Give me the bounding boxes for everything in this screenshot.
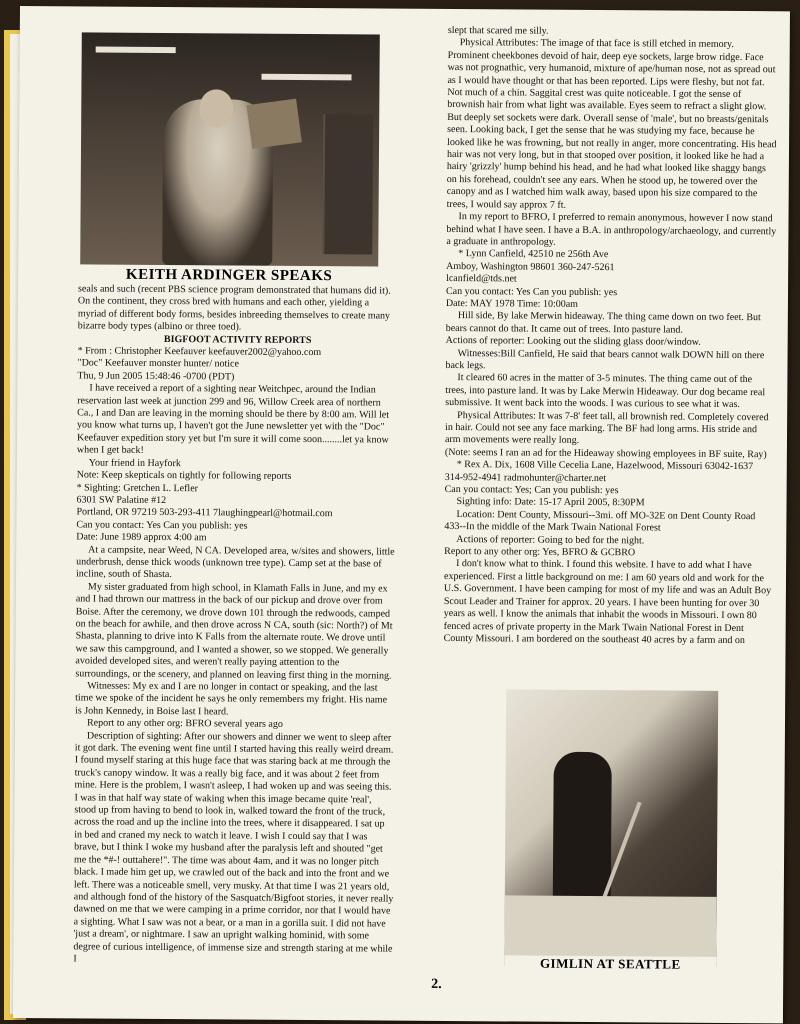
paragraph: lcanfield@tds.net	[446, 273, 517, 285]
paragraph: Hill side, By lake Merwin hideaway. The thing came down on two feet. But bears cannot do that. It came out of trees. Into pasture land.	[445, 310, 761, 336]
paragraph: Witnesses:Bill Canfield, He said that bears cannot walk DOWN hill on there back legs.	[445, 347, 765, 372]
paragraph: * Sighting: Gretchen L. Lefler	[76, 481, 199, 494]
paragraph: Report to any other org: BFRO several years ago	[86, 717, 283, 731]
right-column	[444, 25, 778, 648]
paragraph: slept that scared me silly.	[447, 24, 549, 37]
paragraph: It cleared 60 acres in the matter of 3-5 minutes. The thing came out of the trees, into pasture land. It was by Lake Merwin Hideaway. Our dog became real submissive. It went back into the woods. I was curious to see what it was.	[445, 372, 766, 411]
paragraph: Witnesses: My ex and I are no longer in contact or speaking, and the last time we spoke of the incident he says he only remembers my fright. His name is John Kennedy, in Boise last I heard.	[75, 680, 388, 718]
paragraph: At a campsite, near Weed, N CA. Developed area, w/sites and showers, little underbrush, dense thick woods (unknown tree type). Camp set at the base of incline, south of Shasta.	[75, 544, 395, 581]
paragraph: Sighting info: Date: 15-17 April 2005, 8:30PM	[456, 496, 645, 509]
paragraph: Can you contact: Yes Can you publish: yes	[76, 519, 248, 532]
left-column-text	[73, 283, 398, 968]
newsletter-page	[13, 6, 790, 1023]
right-column-text	[444, 25, 778, 648]
paragraph: "Doc" Keefauver monster hunter/ notice	[77, 357, 239, 370]
paragraph: * Lynn Canfield, 42510 ne 256th Ave	[458, 248, 609, 261]
paragraph: Actions of reporter: Looking out the sliding glass door/window.	[445, 335, 701, 348]
paragraph: In my report to BFRO, I preferred to remain anonymous, however I now stand behind what I have seen. I have a B.A. in anthropology/archaeology, and currently a graduate in anthropology.	[446, 211, 777, 248]
paragraph: Thu, 9 Jun 2005 15:48:46 -0700 (PDT)	[77, 370, 235, 383]
photo-caption: KEITH ARDINGER SPEAKS	[80, 264, 378, 285]
paragraph: * Rex A. Dix, 1608 Ville Cecelia Lane, Hazelwood, Missouri 63042-1637	[456, 459, 754, 473]
speaker-head	[199, 89, 233, 127]
store-shelf	[322, 114, 373, 254]
speaker-photo	[80, 32, 380, 266]
paragraph: Physical Attributes: It was 7-8' feet tall, all brownish red. Completely covered in hair. Could not see any face marking. The BF had long arms. His stride and arm movements were really long.	[444, 409, 769, 447]
held-plaque	[246, 99, 301, 149]
paragraph: I don't know what to think. I found this website. I have to add what I have experienced. First a little background on me: I am 60 years old and work for the U.S. Government. I have been camping for most of my life and was an Adult Boy Scout Leader and Trainer for approx. 20 years. I have been hunting for over 30 years as well. I know the animals that inhabit the woods in Missouri. I own 80 fenced acres of private property in the Mark Twain National Forest in Dent County Missouri. I am bordered on the southeast 40 acres by a farm and on	[443, 558, 772, 646]
paragraph: Location: Dent County, Missouri--3mi. off MO-32E on Dent County Road 433--In the middle of the Mark Twain National Forest	[444, 508, 756, 534]
paragraph: BIGFOOT ACTIVITY REPORTS	[163, 333, 312, 346]
gimlin-photo	[504, 689, 718, 966]
paragraph: Report to any other org: Yes, BFRO & GCBRO	[444, 546, 636, 559]
paragraph: Note: Keep skepticals on tightly for following reports	[76, 469, 292, 482]
paragraph: (Note: seems I ran an ad for the Hideaway showing employees in BF suite, Ray)	[444, 446, 767, 461]
page-number: 2.	[431, 976, 442, 992]
paragraph: Date: June 1989 approx 4:00 am	[76, 531, 207, 544]
left-column	[73, 32, 400, 968]
ceiling-light	[261, 74, 351, 81]
paragraph: Amboy, Washington 98601 360-247-5261	[446, 260, 615, 273]
paragraph: * From : Christopher Keefauver keefauver2002@yahoo.com	[77, 345, 322, 359]
paragraph: Physical Attributes: The image of that face is still etched in memory. Prominent cheekbones devoid of hair, deep eye sockets, large brow ridge. Face was not prognathic, very humanoid, mixture of ape/human nose, not as spread out as I would have thought or that has been reported. Lips were fleshy, but not fat. Not much of a chin. Saggital crest was quite noticeable. I got the sense of brownish hair from what light was available. Eyes seem to refract a slight glow. But deeply set sockets were dark. Overall sense of 'male', but no breasts/genitals seen. Looking back, I get the sense that he was studying my face, because he looked like he was frowning, but not really in anger, more concentrating. His head hair was not very long, but in that stooped over position, it looked like he had a hairy 'grizzly' hump behind his head, and he had what looked like shaggy bangs on his forehead, couldn't see any ears. When he stood up, he towered over the canopy and as I watched him walk away, based upon his size compared to the trees, I would say approx 7 ft.	[446, 37, 777, 211]
paragraph: Your friend in Hayfork	[88, 457, 181, 469]
paragraph: 314-952-4941 radmohunter@charter.net	[444, 471, 607, 484]
paragraph: Date: MAY 1978 Time: 10:00am	[445, 297, 579, 310]
paragraph: Can you contact: Yes Can you publish: yes	[445, 285, 618, 298]
paragraph: Actions of reporter: Going to bed for the night.	[456, 533, 645, 547]
ceiling-light	[96, 47, 176, 54]
paragraph: 6301 SW Palatine #12	[76, 494, 167, 506]
paragraph: Can you contact: Yes; Can you publish: yes	[444, 484, 619, 497]
paragraph: My sister graduated from high school, in Klamath Falls in June, and my ex and I had thrown our mattress in the back of our pickup and drove over from Boise. After the ceremony, we drove down 101 through the redwoods, camped on the beach for awhile, and then drove across N CA, south (sic: North?) of Mt Shasta, planning to drive into K Falls from the alternate route. We drove until we saw this campground, and I wanted a shower, so we stopped. We generally avoided developed sites, and weren't really paying attention to the surroundings, or the scenery, and planned on leaving first thing in the morning.	[75, 581, 393, 682]
paragraph: Portland, OR 97219 503-293-411 7laughingpearl@hotmail.com	[76, 506, 333, 520]
paragraph: Description of sighting: After our showers and dinner we went to sleep after it got dark. The evening went fine until I started having this really weird dream. I found myself staring at this huge face that was staring back at me through the truck's canopy window. It was a really big face, and it was about 2 feet from mine. Here is the problem, I wasn't asleep, I had woken up and was seeing this. I was in that half way state of waking when this image became quite 'real', stood up from having to bend to look in, walked toward the front of the truck, across the road and up the incline into the trees, where it disappeared. I sat up in bed and craned my neck to watch it leave. I wish I could say that I was brave, but I think I woke my husband after the paralysis left and shouted "get me the *#-! outtahere!". The time was about 4am, and it was no longer pitch black. I made him get up, we crawled out of the back and into the front and we left. There was a noticeable smell, very musky. At that time I was 21 years old, and although fond of the history of the Sasquatch/Bigfoot stories, it never really dawned on me that we were camping in a prime corridor, nor that I would have a sighting. What I saw was not a bear, or a man in a gorilla suit. I did not have 'just a dream', or nightmare. I saw an upright walking hominid, with some degree of curious intelligence, of immense size and strength staring at me while I	[73, 730, 394, 965]
paragraph: seals and such (recent PBS science program demonstrated that humans did it). On the continent, they cross bred with humans and each other, yielding a myriad of different body forms, besides inbreeding themselves to create many bizarre body types (albino or three toed).	[77, 283, 391, 333]
paragraph: I have received a report of a sighting near Weitchpec, around the Indian reservation last week at junction 299 and 96, Willow Creek area of northern Ca., I and Dan are leaving in the morning should be there by 8:00 am. Will let you know what turns up, I haven't got the June newsletter yet with the "Doc" Keefauver expedition story yet but I'm sure it will come soon........let ya know when I get back!	[76, 382, 390, 457]
photo-caption: GIMLIN AT SEATTLE	[504, 955, 716, 972]
